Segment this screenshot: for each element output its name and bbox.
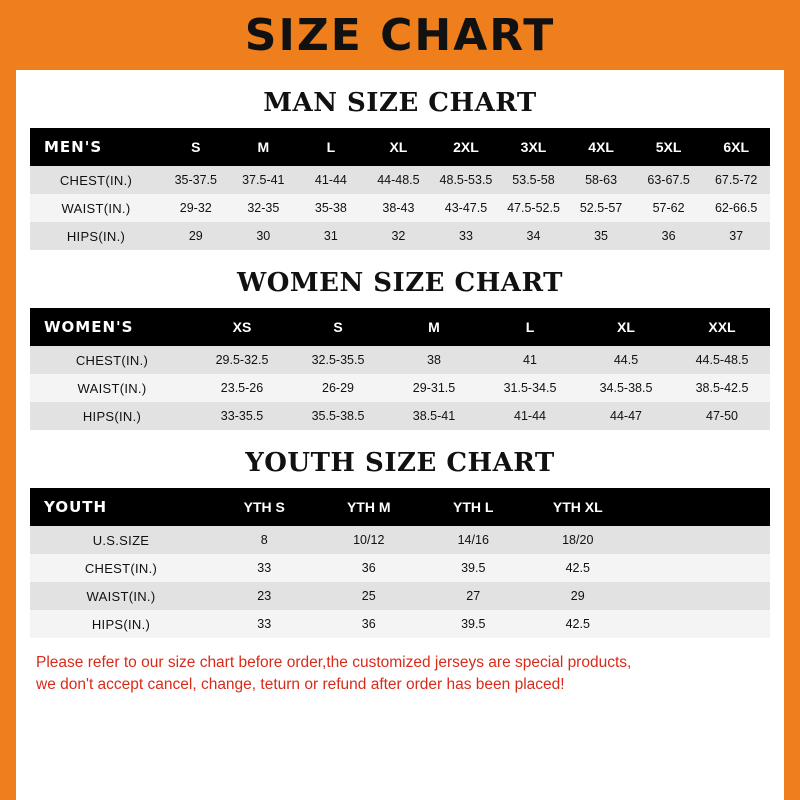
- men-row2-label: HIPS(IN.): [30, 222, 162, 250]
- section-title-men: MAN SIZE CHART: [263, 88, 537, 118]
- footer-note-line2: we don't accept cancel, change, teturn or refund after order has been placed!: [36, 676, 565, 694]
- youth-header-s: YTH S: [212, 488, 317, 526]
- men-row0-c2: 37.5-41: [230, 166, 298, 194]
- women-row0-c1: 29.5-32.5: [194, 346, 290, 374]
- youth-row3-c2: 36: [317, 610, 422, 638]
- table-header-row: [30, 128, 770, 166]
- men-row1-c2: 32-35: [230, 194, 298, 222]
- youth-row3-c3: 39.5: [421, 610, 526, 638]
- content: [16, 88, 784, 697]
- women-table-body: [30, 346, 770, 430]
- youth-row0-c3: 14/16: [421, 526, 526, 554]
- women-header-xs: XS: [194, 308, 290, 346]
- table-row: [30, 582, 770, 610]
- women-row2-c4: 41-44: [482, 402, 578, 430]
- women-row2-label: HIPS(IN.): [30, 402, 194, 430]
- table-header-row: [30, 308, 770, 346]
- youth-row0-c1: 8: [212, 526, 317, 554]
- women-row1-c2: 26-29: [290, 374, 386, 402]
- men-header-s: S: [162, 128, 230, 166]
- youth-row3-c4: 42.5: [526, 610, 631, 638]
- table-header-row: [30, 488, 770, 526]
- men-header-2xl: 2XL: [432, 128, 500, 166]
- youth-row3-spacer: [630, 610, 770, 638]
- table-row: [30, 402, 770, 430]
- women-row0-label: CHEST(IN.): [30, 346, 194, 374]
- women-header-label: WOMEN'S: [30, 308, 194, 346]
- youth-row0-label: U.S.SIZE: [30, 526, 212, 554]
- youth-header-spacer: [630, 488, 770, 526]
- youth-table-header: [30, 488, 770, 526]
- youth-row2-c1: 23: [212, 582, 317, 610]
- youth-row3-label: HIPS(IN.): [30, 610, 212, 638]
- youth-row1-c2: 36: [317, 554, 422, 582]
- section-title-women: WOMEN SIZE CHART: [237, 268, 563, 298]
- women-row2-c1: 33-35.5: [194, 402, 290, 430]
- table-row: [30, 526, 770, 554]
- women-size-table: [30, 308, 770, 430]
- men-header-5xl: 5XL: [635, 128, 703, 166]
- women-header-s: S: [290, 308, 386, 346]
- footer-note-line1: Please refer to our size chart before order,the customized jerseys are special products,: [36, 654, 632, 671]
- men-row1-label: WAIST(IN.): [30, 194, 162, 222]
- women-row1-c5: 34.5-38.5: [578, 374, 674, 402]
- table-row: [30, 222, 770, 250]
- women-row2-c6: 47-50: [674, 402, 770, 430]
- men-row2-c7: 35: [567, 222, 635, 250]
- youth-header-m: YTH M: [317, 488, 422, 526]
- youth-row3-c1: 33: [212, 610, 317, 638]
- men-row0-label: CHEST(IN.): [30, 166, 162, 194]
- table-row: [30, 346, 770, 374]
- men-row0-c8: 63-67.5: [635, 166, 703, 194]
- section-title-youth: YOUTH SIZE CHART: [245, 448, 555, 478]
- women-header-xl: XL: [578, 308, 674, 346]
- footer-note: [30, 638, 770, 697]
- women-row1-c3: 29-31.5: [386, 374, 482, 402]
- men-row0-c6: 53.5-58: [500, 166, 568, 194]
- youth-row2-c2: 25: [317, 582, 422, 610]
- women-row1-label: WAIST(IN.): [30, 374, 194, 402]
- women-row0-c3: 38: [386, 346, 482, 374]
- youth-table-body: [30, 526, 770, 638]
- men-row2-c1: 29: [162, 222, 230, 250]
- men-row1-c4: 38-43: [365, 194, 433, 222]
- men-row2-c8: 36: [635, 222, 703, 250]
- men-header-label: MEN'S: [30, 128, 162, 166]
- men-row0-c1: 35-37.5: [162, 166, 230, 194]
- men-row2-c9: 37: [702, 222, 770, 250]
- youth-row0-spacer: [630, 526, 770, 554]
- youth-row1-c1: 33: [212, 554, 317, 582]
- table-row: [30, 166, 770, 194]
- men-table-body: [30, 166, 770, 250]
- men-row1-c5: 43-47.5: [432, 194, 500, 222]
- men-header-3xl: 3XL: [500, 128, 568, 166]
- youth-row2-label: WAIST(IN.): [30, 582, 212, 610]
- youth-row1-c4: 42.5: [526, 554, 631, 582]
- table-row: [30, 194, 770, 222]
- men-row1-c8: 57-62: [635, 194, 703, 222]
- youth-row2-spacer: [630, 582, 770, 610]
- men-row0-c4: 44-48.5: [365, 166, 433, 194]
- youth-row2-c3: 27: [421, 582, 526, 610]
- men-header-m: M: [230, 128, 298, 166]
- men-row2-c3: 31: [297, 222, 365, 250]
- men-row1-c7: 52.5-57: [567, 194, 635, 222]
- youth-header-label: YOUTH: [30, 488, 212, 526]
- men-row2-c5: 33: [432, 222, 500, 250]
- women-row1-c6: 38.5-42.5: [674, 374, 770, 402]
- men-row2-c4: 32: [365, 222, 433, 250]
- men-row2-c6: 34: [500, 222, 568, 250]
- youth-row0-c4: 18/20: [526, 526, 631, 554]
- youth-header-xl: YTH XL: [526, 488, 631, 526]
- men-size-table: [30, 128, 770, 250]
- youth-size-table: [30, 488, 770, 638]
- men-row0-c3: 41-44: [297, 166, 365, 194]
- men-table-header: [30, 128, 770, 166]
- men-row0-c7: 58-63: [567, 166, 635, 194]
- youth-header-l: YTH L: [421, 488, 526, 526]
- women-row0-c5: 44.5: [578, 346, 674, 374]
- women-row1-c1: 23.5-26: [194, 374, 290, 402]
- men-row0-c9: 67.5-72: [702, 166, 770, 194]
- banner: [0, 0, 800, 70]
- men-row0-c5: 48.5-53.5: [432, 166, 500, 194]
- youth-row1-c3: 39.5: [421, 554, 526, 582]
- youth-row1-spacer: [630, 554, 770, 582]
- women-row0-c4: 41: [482, 346, 578, 374]
- men-header-4xl: 4XL: [567, 128, 635, 166]
- table-row: [30, 374, 770, 402]
- youth-row0-c2: 10/12: [317, 526, 422, 554]
- youth-row1-label: CHEST(IN.): [30, 554, 212, 582]
- page-title: SIZE CHART: [244, 9, 556, 61]
- men-row1-c3: 35-38: [297, 194, 365, 222]
- women-row2-c2: 35.5-38.5: [290, 402, 386, 430]
- women-table-header: [30, 308, 770, 346]
- men-row2-c2: 30: [230, 222, 298, 250]
- men-header-l: L: [297, 128, 365, 166]
- men-row1-c9: 62-66.5: [702, 194, 770, 222]
- women-row2-c5: 44-47: [578, 402, 674, 430]
- men-header-xl: XL: [365, 128, 433, 166]
- men-header-6xl: 6XL: [702, 128, 770, 166]
- women-row0-c6: 44.5-48.5: [674, 346, 770, 374]
- men-row1-c1: 29-32: [162, 194, 230, 222]
- women-row1-c4: 31.5-34.5: [482, 374, 578, 402]
- table-row: [30, 610, 770, 638]
- women-header-l: L: [482, 308, 578, 346]
- women-header-m: M: [386, 308, 482, 346]
- men-row1-c6: 47.5-52.5: [500, 194, 568, 222]
- women-row0-c2: 32.5-35.5: [290, 346, 386, 374]
- youth-row2-c4: 29: [526, 582, 631, 610]
- table-row: [30, 554, 770, 582]
- women-header-xxl: XXL: [674, 308, 770, 346]
- women-row2-c3: 38.5-41: [386, 402, 482, 430]
